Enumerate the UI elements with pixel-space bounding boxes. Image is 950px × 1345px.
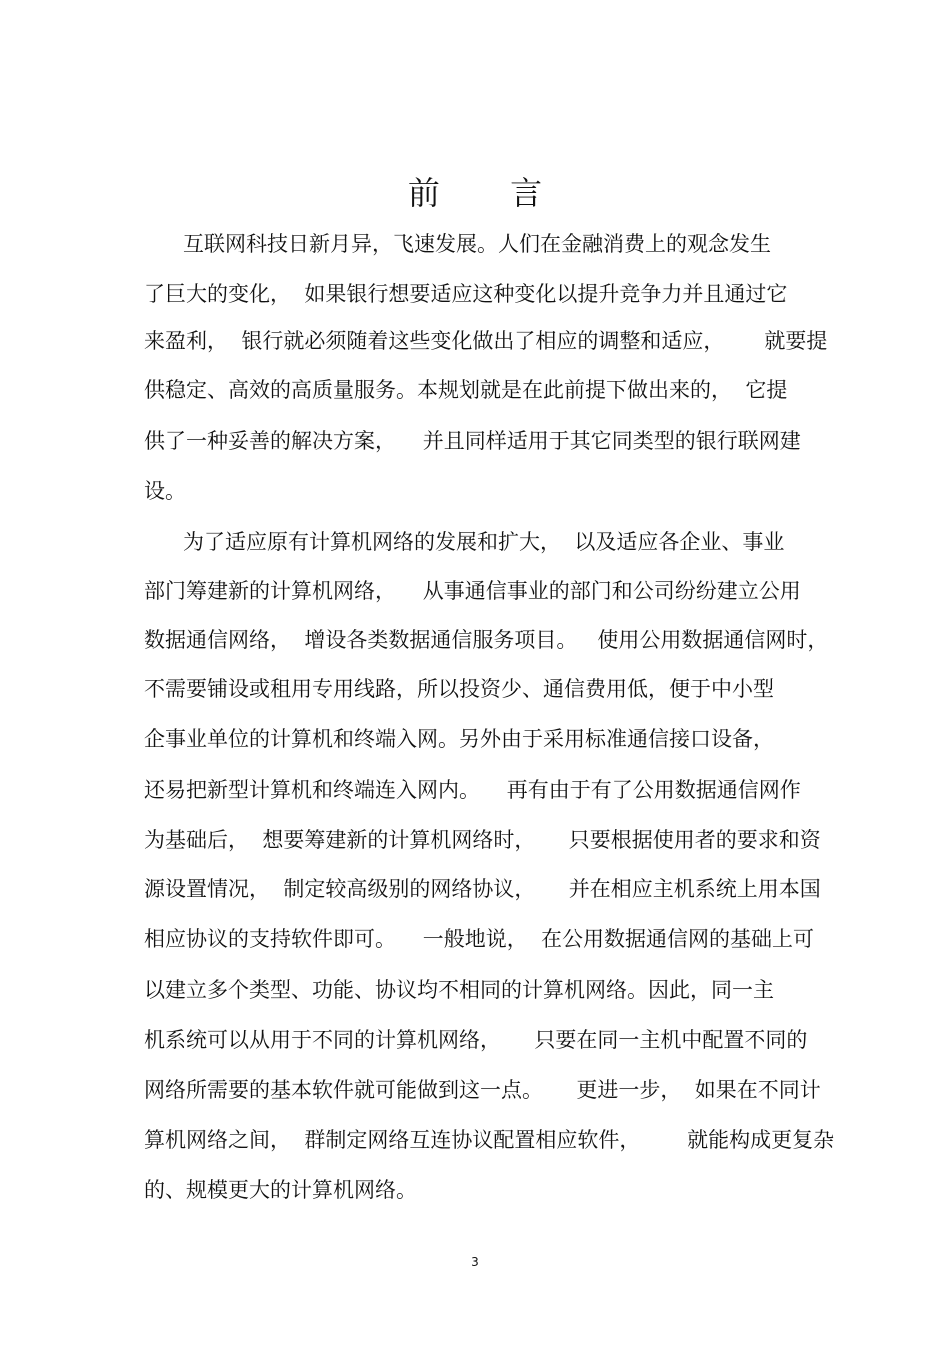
text-line: 设。	[144, 479, 186, 503]
text-line: 相应协议的支持软件即可。 一般地说， 在公用数据通信网的基础上可	[144, 927, 815, 951]
text-line: 算机网络之间， 群制定网络互连协议配置相应软件， 就能构成更复杂	[144, 1128, 835, 1152]
page-title: 前 言	[407, 174, 573, 212]
text-line: 的、规模更大的计算机网络。	[144, 1178, 417, 1202]
text-line: 来盈利， 银行就必须随着这些变化做出了相应的调整和适应， 就要提	[144, 329, 828, 353]
text-line: 企事业单位的计算机和终端入网。另外由于采用标准通信接口设备，	[144, 727, 774, 751]
text-line: 为基础后， 想要筹建新的计算机网络时， 只要根据使用者的要求和资	[144, 828, 821, 852]
text-line: 不需要铺设或租用专用线路，所以投资少、通信费用低，便于中小型	[144, 677, 774, 701]
text-line: 供稳定、高效的高质量服务。本规划就是在此前提下做出来的， 它提	[144, 378, 788, 402]
text-line: 还易把新型计算机和终端连入网内。 再有由于有了公用数据通信网作	[144, 778, 801, 802]
text-line: 机系统可以从用于不同的计算机网络， 只要在同一主机中配置不同的	[144, 1028, 808, 1052]
text-line: 源设置情况， 制定较高级别的网络协议， 并在相应主机系统上用本国	[144, 877, 821, 901]
text-line: 以建立多个类型、功能、协议均不相同的计算机网络。因此，同一主	[144, 978, 774, 1002]
text-line: 为了适应原有计算机网络的发展和扩大， 以及适应各企业、事业	[183, 530, 785, 554]
text-line: 了巨大的变化， 如果银行想要适应这种变化以提升竞争力并且通过它	[144, 282, 788, 306]
text-line: 网络所需要的基本软件就可能做到这一点。 更进一步， 如果在不同计	[144, 1078, 821, 1102]
text-line: 互联网科技日新月异，飞速发展。人们在金融消费上的观念发生	[183, 232, 771, 256]
page-number: 3	[471, 1255, 479, 1269]
text-line: 数据通信网络， 增设各类数据通信服务项目。 使用公用数据通信网时，	[144, 628, 829, 652]
text-line: 部门筹建新的计算机网络， 从事通信事业的部门和公司纷纷建立公用	[144, 579, 801, 603]
text-line: 供了一种妥善的解决方案， 并且同样适用于其它同类型的银行联网建	[144, 429, 801, 453]
